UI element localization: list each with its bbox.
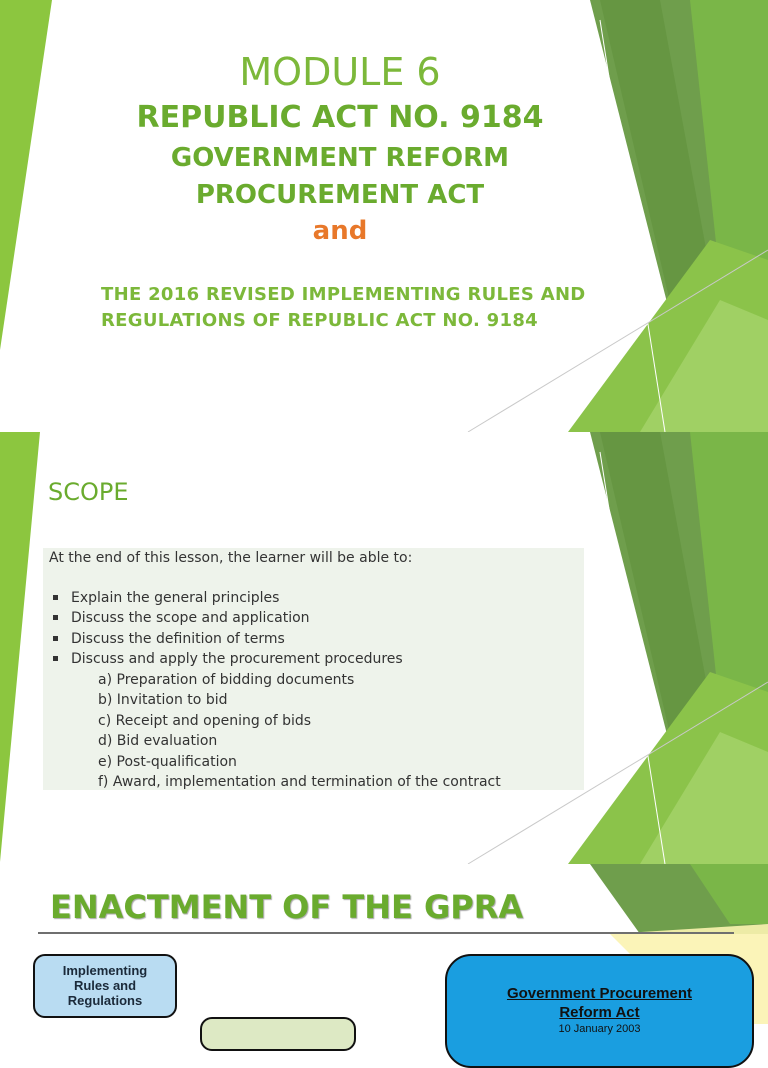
bullet-icon	[53, 595, 58, 600]
sub-list-item: c) Receipt and opening of bids	[98, 712, 312, 729]
module-title: MODULE 6	[239, 50, 441, 94]
diagram-box	[200, 1017, 356, 1051]
irr-title-line2: REGULATIONS OF REPUBLIC ACT NO. 9184	[101, 310, 538, 331]
slide-enactment	[0, 864, 768, 1035]
gpra-title: Government Procurement Reform Act	[506, 985, 693, 1021]
sub-list-item: d) Bid evaluation	[98, 733, 218, 750]
bullet-icon	[53, 615, 58, 620]
act-name-line2: PROCUREMENT ACT	[195, 180, 485, 210]
sub-list-item: a) Preparation of bidding documents	[98, 672, 355, 688]
list-item: Explain the general principles	[53, 588, 403, 608]
gpra-date: 10 January 2003	[558, 1023, 641, 1035]
sub-list-item: f) Award, implementation and termination of the contract	[98, 773, 501, 790]
irr-diagram-box: Implementing Rules and Regulations	[33, 954, 177, 1018]
sub-list-item: b) Invitation to bid	[98, 692, 228, 709]
act-name	[0, 140, 680, 214]
slide-scope	[0, 432, 768, 864]
connector-text: and	[312, 216, 368, 246]
act-name-line1: GOVERNMENT REFORM	[170, 143, 510, 173]
procedure-sublist	[98, 670, 501, 792]
list-item: Discuss and apply the procurement procedures	[53, 649, 403, 669]
act-number: REPUBLIC ACT NO. 9184	[136, 100, 544, 135]
title-divider	[38, 932, 734, 934]
irr-title-line1: THE 2016 REVISED IMPLEMENTING RULES AND	[101, 284, 586, 305]
list-item: Discuss the scope and application	[53, 608, 403, 628]
scope-content-box	[43, 548, 584, 790]
enactment-title: ENACTMENT OF THE GPRA	[50, 888, 524, 926]
irr-title	[101, 282, 601, 334]
slide-title	[0, 0, 768, 432]
bullet-icon	[53, 636, 58, 641]
list-item: Discuss the definition of terms	[53, 629, 403, 649]
scope-intro: At the end of this lesson, the learner will be able to:	[49, 550, 413, 566]
scope-title: SCOPE	[48, 478, 129, 506]
sub-list-item: e) Post-qualification	[98, 753, 237, 770]
bullet-icon	[53, 656, 58, 661]
gpra-diagram-box	[445, 954, 754, 1068]
scope-list	[53, 588, 403, 670]
